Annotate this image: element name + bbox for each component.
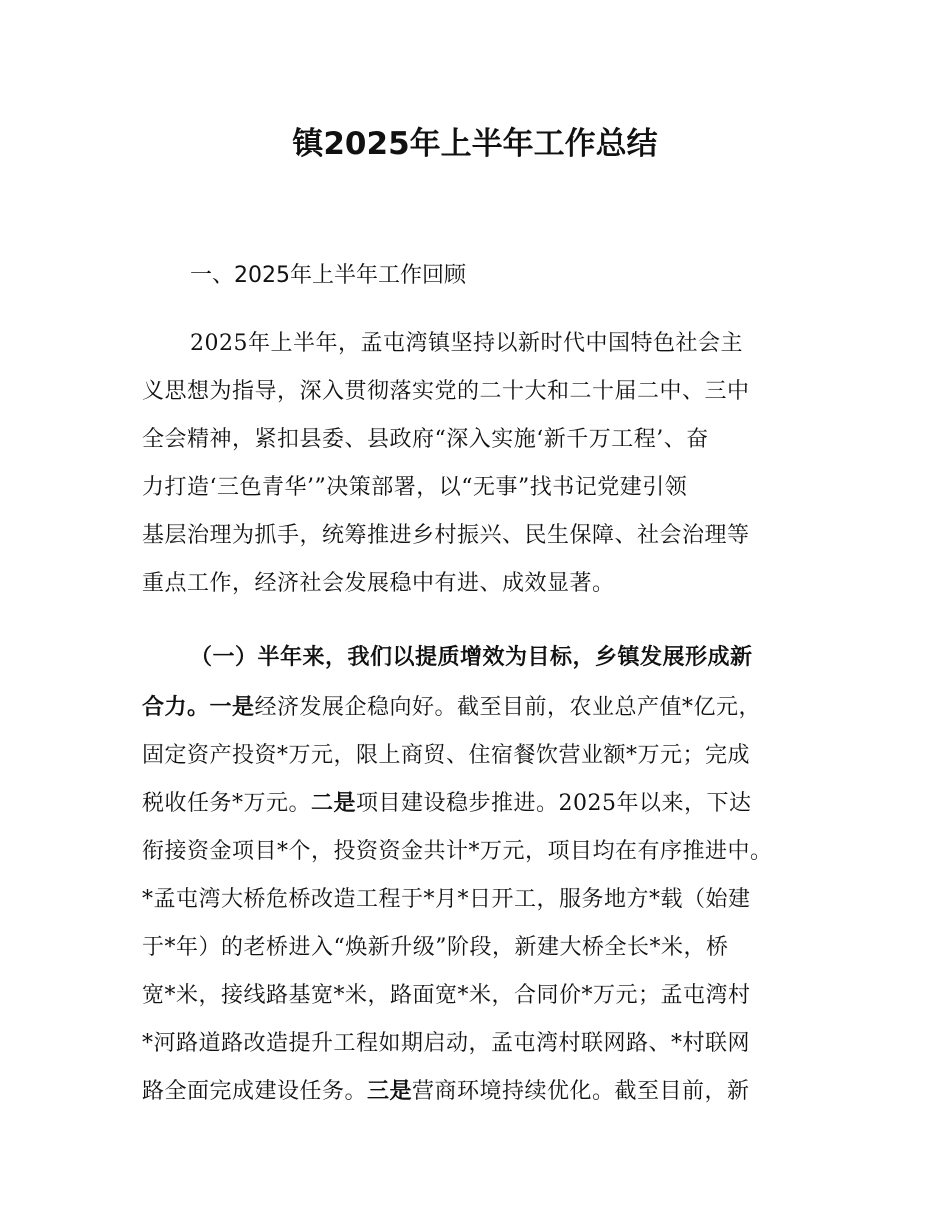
subsection-heading: （一）半年来，我们以提质增效为目标，乡镇发展形成新 bbox=[190, 645, 753, 670]
paragraph-line: *孟屯湾大桥危桥改造工程于*月*日开工，服务地方*载（始建 bbox=[142, 887, 751, 912]
bold-lead: 二是 bbox=[311, 791, 357, 816]
paragraph-line: 力打造‘三色青华’”决策部署，以“无事”找书记党建引领 bbox=[142, 475, 688, 500]
paragraph-line: 于*年）的老桥进入“焕新升级”阶段，新建大桥全长*米，桥 bbox=[142, 935, 729, 960]
text-run: 项目建设稳步推进。2025年以来，下达 bbox=[356, 791, 752, 816]
paragraph-line: 重点工作，经济社会发展稳中有进、成效显著。 bbox=[142, 571, 615, 596]
section-heading: 一、2025年上半年工作回顾 bbox=[190, 263, 466, 288]
paragraph-line bbox=[142, 786, 752, 817]
paragraph-line: 基层治理为抓手，统筹推进乡村振兴、民生保障、社会治理等 bbox=[142, 523, 750, 548]
paragraph-line: 义思想为指导，深入贯彻落实党的二十大和二十届二中、三中 bbox=[142, 379, 750, 404]
text-run: 税收任务*万元。 bbox=[142, 791, 312, 816]
bold-lead: 合力。一是 bbox=[142, 695, 255, 720]
text-run: 经济发展企稳向好。截至目前，农业总产值*亿元， bbox=[254, 695, 762, 720]
paragraph-line: 宽*米，接线路基宽*米，路面宽*米，合同价*万元；孟屯湾村 bbox=[142, 983, 751, 1008]
paragraph-line bbox=[142, 1074, 750, 1105]
paragraph-line bbox=[142, 690, 761, 721]
paragraph-line: 衔接资金项目*个，投资资金共计*万元，项目均在有序推进中。 bbox=[142, 839, 773, 864]
paragraph-line: 全会精神，紧扣县委、县政府“深入实施‘新千万工程’、奋 bbox=[142, 427, 709, 452]
paragraph-line: 2025年上半年，孟屯湾镇坚持以新时代中国特色社会主 bbox=[190, 331, 743, 356]
text-run: 路全面完成建设任务。 bbox=[142, 1079, 368, 1104]
text-run: 营商环境持续优化。截至目前，新 bbox=[412, 1079, 750, 1104]
bold-lead: 三是 bbox=[367, 1079, 413, 1104]
document-title: 镇2025年上半年工作总结 bbox=[292, 126, 658, 162]
paragraph-line: 固定资产投资*万元，限上商贸、住宿餐饮营业额*万元；完成 bbox=[142, 743, 751, 768]
paragraph-line: *河路道路改造提升工程如期启动，孟屯湾村联网路、*村联网 bbox=[142, 1031, 751, 1056]
